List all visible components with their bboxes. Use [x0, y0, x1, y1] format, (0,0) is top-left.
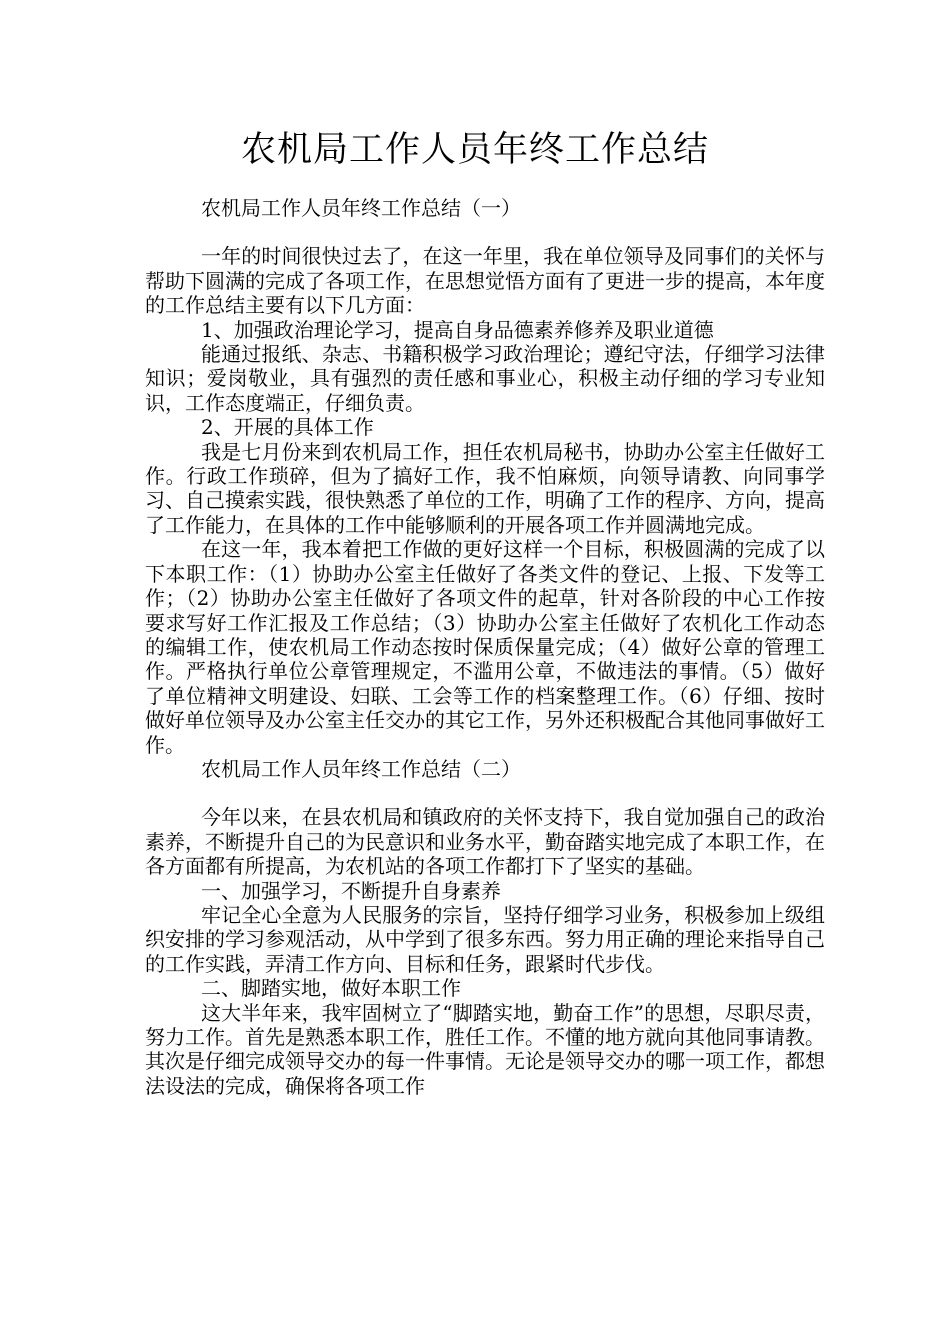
paragraph-political-study: 能通过报纸、杂志、书籍积极学习政治理论；遵纪守法，仔细学习法律知识；爱岗敬业，具有强烈的责任感和事业心，积极主动仔细的学习专业知识，工作态度端正，仔细负责。	[145, 342, 825, 415]
paragraph-intro-one: 一年的时间很快过去了，在这一年里，我在单位领导及同事们的关怀与帮助下圆满的完成了各项工作，在思想觉悟方面有了更进一步的提高，本年度的工作总结主要有以下几方面：	[145, 244, 825, 318]
paragraph-down-to-earth: 这大半年来，我牢固树立了“脚踏实地，勤奋工作”的思想，尽职尽责，努力工作。首先是熟悉本职工作，胜任工作。不懂的地方就向其他同事请教。其次是仔细完成领导交办的每一件事情。无论是领导交办的哪一项工作，都想法设法的完成，确保将各项工作	[145, 1000, 825, 1098]
paragraph-learning: 牢记全心全意为人民服务的宗旨，坚持仔细学习业务，积极参加上级组织安排的学习参观活动，从中学到了很多东西。努力用正确的理论来指导自己的工作实践，弄清工作方向、目标和任务，跟紧时代步伐。	[145, 902, 825, 976]
paragraph-duties-list: 在这一年，我本着把工作做的更好这样一个目标，积极圆满的完成了以下本职工作：（1）协助办公室主任做好了各类文件的登记、上报、下发等工作；（2）协助办公室主任做好了各项文件的起草，针对各阶段的中心工作按要求写好工作汇报及工作总结；（3）协助办公室主任做好了农机化工作动态的编辑工作，使农机局工作动态按时保质保量完成；（4）做好公章的管理工作。严格执行单位公章管理规定，不滥用公章，不做违法的事情。（5）做好了单位精神文明建设、妇联、工会等工作的档案整理工作。（6）仔细、按时做好单位领导及办公室主任交办的其它工作，另外还积极配合其他同事做好工作。	[145, 537, 825, 757]
section-heading-two: 农机局工作人员年终工作总结（二）	[201, 756, 521, 781]
subheading-political-study: 1、加强政治理论学习，提高自身品德素养修养及职业道德	[201, 317, 714, 342]
paragraph-intro-two: 今年以来，在县农机局和镇政府的关怀支持下，我自觉加强自己的政治素养，不断提升自己的为民意识和业务水平，勤奋踏实地完成了本职工作，在各方面都有所提高，为农机站的各项工作都打下了坚实的基础。	[145, 805, 825, 879]
document-body	[145, 196, 825, 1098]
document-title: 农机局工作人员年终工作总结	[240, 130, 709, 170]
subheading-specific-work: 2、开展的具体工作	[201, 415, 374, 440]
subheading-learning: 一、加强学习，不断提升自身素养	[201, 878, 501, 903]
subheading-down-to-earth: 二、脚踏实地，做好本职工作	[201, 976, 461, 1001]
section-heading-one: 农机局工作人员年终工作总结（一）	[201, 196, 521, 220]
paragraph-specific-work: 我是七月份来到农机局工作，担任农机局秘书，协助办公室主任做好工作。行政工作琐碎，但为了搞好工作，我不怕麻烦，向领导请教、向同事学习、自己摸索实践，很快熟悉了单位的工作，明确了工作的程序、方向，提高了工作能力，在具体的工作中能够顺利的开展各项工作并圆满地完成。	[145, 439, 825, 537]
